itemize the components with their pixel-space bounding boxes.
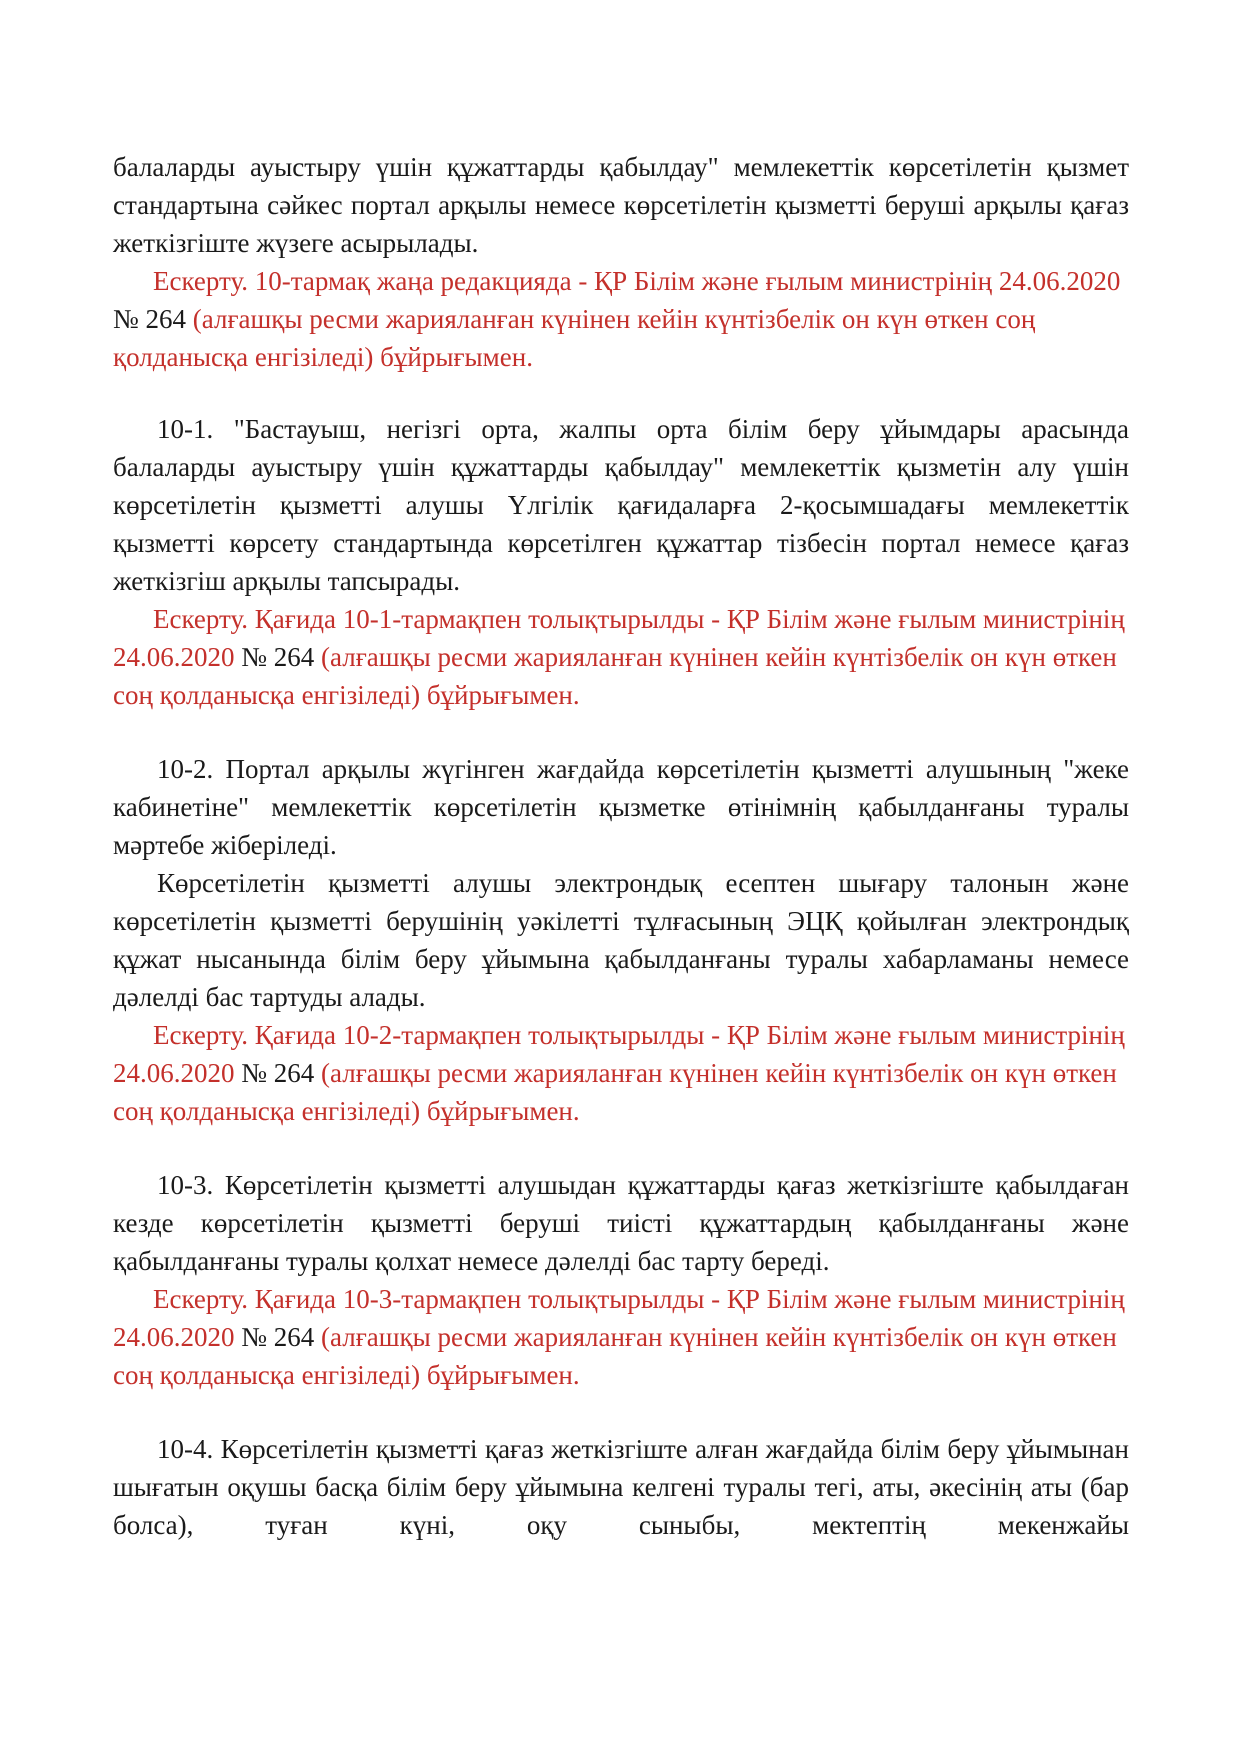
document-page	[113, 148, 1129, 1544]
note-10-2	[113, 1016, 1129, 1130]
spacer	[113, 714, 1129, 752]
note-10-1	[113, 600, 1129, 714]
paragraph-10-4: 10-4. Көрсетілетін қызметті қағаз жеткізгіште алған жағдайда білім беру ұйымынан шығатын оқушы басқа білім беру ұйымына келгені туралы тегі, аты, әкесінің аты (бар болса), туған күні, оқу сыныбы, мектептің мекенжайы	[113, 1434, 1129, 1540]
intro-paragraph: балаларды ауыстыру үшін құжаттарды қабылдау" мемлекеттік көрсетілетін қызмет стандартына сәйкес портал арқылы немесе көрсетілетін қызметті беруші арқылы қағаз жеткізгіште жүзеге асырылады.	[113, 152, 1129, 258]
note-10-1-number: № 264	[241, 642, 315, 672]
spacer	[113, 1130, 1129, 1168]
note-10-3	[113, 1280, 1129, 1394]
note-10-1-text: Ескерту. Қағида 10-1-тармақпен толықтырылды - ҚР Білім және ғылым министрінің 24.06.2020	[113, 604, 1125, 672]
spacer	[113, 376, 1129, 414]
note-10-1-tail: (алғашқы ресми жарияланған күнінен кейін күнтізбелік он күн өткен соң қолданысқа енгізіледі) бұйрығымен.	[113, 642, 1117, 710]
spacer	[113, 1394, 1129, 1432]
note-10-2-number: № 264	[241, 1058, 315, 1088]
note-10-text: Ескерту. 10-тармақ жаңа редакцияда - ҚР Білім және ғылым министрінің 24.06.2020	[153, 266, 1121, 296]
note-10-3-number: № 264	[241, 1322, 315, 1352]
note-10-3-text: Ескерту. Қағида 10-3-тармақпен толықтырылды - ҚР Білім және ғылым министрінің 24.06.2020	[113, 1284, 1125, 1352]
paragraph-10-1: 10-1. "Бастауыш, негізгі орта, жалпы орта білім беру ұйымдары арасында балаларды ауыстыру үшін құжаттарды қабылдау" мемлекеттік қызметін алу үшін көрсетілетін қызметті алушы Үлгілік қағидаларға 2-қосымшадағы мемлекеттік қызметті көрсету стандартында көрсетілген құжаттар тізбесін портал немесе қағаз жеткізгіш арқылы тапсырады.	[113, 414, 1129, 596]
note-10-2-text: Ескерту. Қағида 10-2-тармақпен толықтырылды - ҚР Білім және ғылым министрінің 24.06.2020	[113, 1020, 1125, 1088]
note-10-tail: (алғашқы ресми жарияланған күнінен кейін күнтізбелік он күн өткен соң қолданысқа енгізіледі) бұйрығымен.	[113, 304, 1036, 372]
note-10	[113, 262, 1129, 376]
paragraph-10-2: 10-2. Портал арқылы жүгінген жағдайда көрсетілетін қызметті алушының "жеке кабинетіне" мемлекеттік көрсетілетін қызметке өтінімнің қабылданғаны туралы мәртебе жіберіледі.	[113, 754, 1129, 860]
paragraph-10-2-continued: Көрсетілетін қызметті алушы электрондық есептен шығару талонын және көрсетілетін қызметті берушінің уәкілетті тұлғасының ЭЦҚ қойылған электрондық құжат нысанында білім беру ұйымына қабылданғаны туралы хабарламаны немесе дәлелді бас тартуды алады.	[113, 868, 1129, 1012]
paragraph-10-3: 10-3. Көрсетілетін қызметті алушыдан құжаттарды қағаз жеткізгіште қабылдаған кезде көрсетілетін қызметті беруші тиісті құжаттардың қабылданғаны және қабылданғаны туралы қолхат немесе дәлелді бас тарту береді.	[113, 1170, 1129, 1276]
note-10-number: № 264	[113, 304, 187, 334]
note-10-3-tail: (алғашқы ресми жарияланған күнінен кейін күнтізбелік он күн өткен соң қолданысқа енгізіледі) бұйрығымен.	[113, 1322, 1117, 1390]
note-10-2-tail: (алғашқы ресми жарияланған күнінен кейін күнтізбелік он күн өткен соң қолданысқа енгізіледі) бұйрығымен.	[113, 1058, 1117, 1126]
